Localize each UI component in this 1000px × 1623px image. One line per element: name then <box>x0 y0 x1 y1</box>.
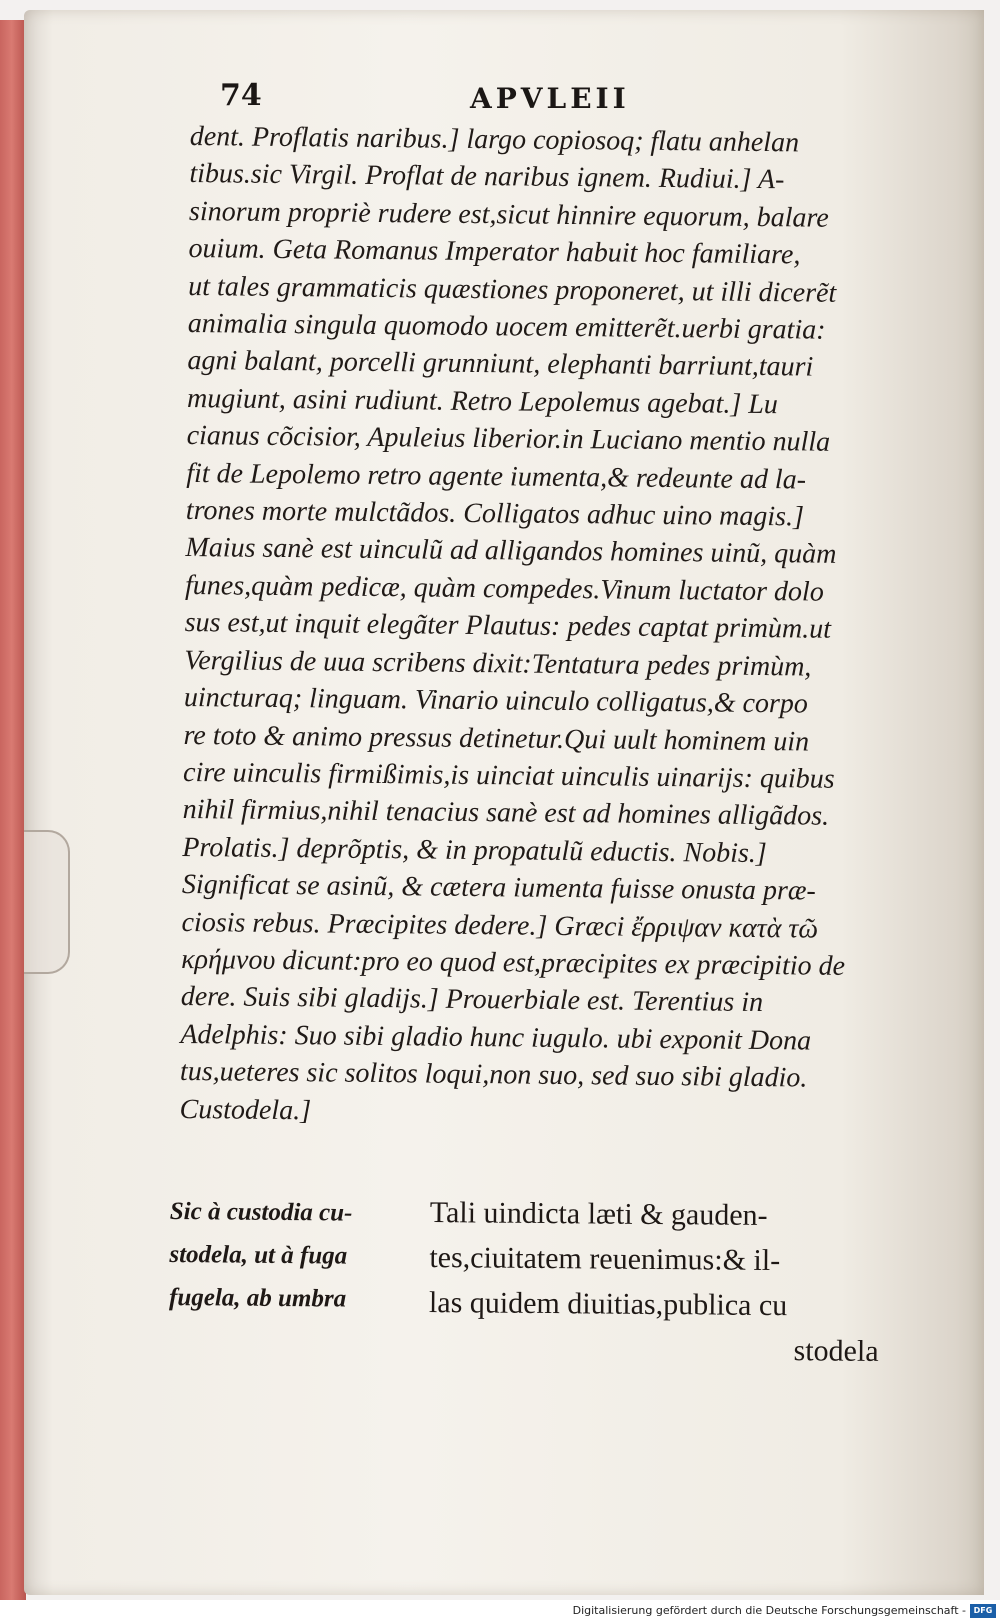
text-line: agni balant, porcelli grunniunt, elephanti barriunt,tauri <box>187 345 814 383</box>
text-line: Adelphis: Suo sibi gladio hunc iugulo. ubi exponit Dona <box>180 1018 812 1057</box>
main-line: Tali uindicta læti & gauden- <box>429 1195 768 1232</box>
text-line: Maius sanè est uinculũ ad alligandos homines uinũ, quàm <box>185 532 837 571</box>
text-line: ouium. Geta Romanus Imperator habuit hoc familiare, <box>188 233 801 271</box>
text-line: sus est,ut inquit elegãter Plautus: pedes captat primùm.ut <box>184 607 832 646</box>
text-line: tus,ueteres sic solitos loqui,non suo, sed suo sibi gladio. <box>179 1056 808 1094</box>
text-line: funes,quàm pedicæ, quàm compedes.Vinum luctator dolo <box>184 569 824 608</box>
book-edge <box>0 20 26 1600</box>
commentary-text <box>179 118 905 1135</box>
text-line: Significat se asinũ, & cætera iumenta fuisse onusta præ- <box>181 869 816 907</box>
text-line: uincturaq; linguam. Vinario uinculo colligatus,& corpo <box>183 682 809 720</box>
text-line: re toto & animo pressus detinetur.Qui uult hominem uin <box>183 719 810 758</box>
text-line: trones morte mulctãdos. Colligatos adhuc uino magis.] <box>185 495 805 533</box>
marginal-note <box>169 1190 400 1321</box>
text-line: ciosis rebus. Præcipites dedere.] Græci ἔρριψαν κατὰ τῶ <box>181 906 819 945</box>
text-line: dent. Proflatis naribus.] largo copiosoq; flatu anhelan <box>189 120 800 159</box>
page-header <box>220 78 910 118</box>
text-line: cianus cõcisior, Apuleius liberior.in Luciano mentio nulla <box>186 420 831 458</box>
text-line: Prolatis.] deprõptis, & in propatulũ eductis. Nobis.] <box>182 831 767 869</box>
text-line: tibus.sic Virgil. Proflat de naribus ignem. Rudiui.] A- <box>189 158 785 196</box>
marginal-line: fugela, ab umbra <box>168 1283 347 1313</box>
text-line: cire uinculis firmißimis,is uinciat uinculis uinarijs: quibus <box>182 756 835 795</box>
text-line: dere. Suis sibi gladijs.] Prouerbiale est. Terentius in <box>180 981 764 1019</box>
marginal-line: stodela, ut à fuga <box>169 1240 348 1270</box>
marginal-line: Sic à custodia cu- <box>169 1197 353 1227</box>
page-number: 74 <box>220 78 262 113</box>
text-line: Custodela.] <box>179 1093 312 1126</box>
footer-bar <box>0 1600 1000 1623</box>
text-line: ut tales grammaticis quæstiones proponeret, ut illi dicerẽt <box>188 270 837 309</box>
running-title: APVLEII <box>470 82 630 115</box>
text-line: sinorum propriè rudere est,sicut hinnire equorum, balare <box>188 195 829 234</box>
text-line: animalia singula quomodo uocem emitterẽt.uerbi gratia: <box>187 308 826 346</box>
main-text <box>428 1190 880 1374</box>
main-line: stodela <box>793 1334 879 1368</box>
text-line: mugiunt, asini rudiunt. Retro Lepolemus agebat.] Lu <box>186 382 779 421</box>
page-tab-mark <box>24 830 70 974</box>
funding-credit: Digitalisierung gefördert durch die Deutsche Forschungsgemeinschaft - <box>572 1604 966 1617</box>
dfg-logo-icon: DFG <box>970 1604 996 1618</box>
main-line: las quidem diuitias,publica cu <box>428 1285 788 1323</box>
text-line: nihil firmius,nihil tenacius sanè est ad homines alligãdos. <box>182 794 830 833</box>
text-line: fit de Lepolemo retro agente iumenta,& redeunte ad la- <box>186 457 807 496</box>
main-line: tes,ciuitatem reuenimus:& il- <box>429 1240 781 1278</box>
text-line: κρήμνου dicunt:pro eo quod est,præcipites ex præcipitio de <box>181 943 846 982</box>
text-line: Vergilius de uua scribens dixit:Tentatura pedes primùm, <box>184 644 812 683</box>
